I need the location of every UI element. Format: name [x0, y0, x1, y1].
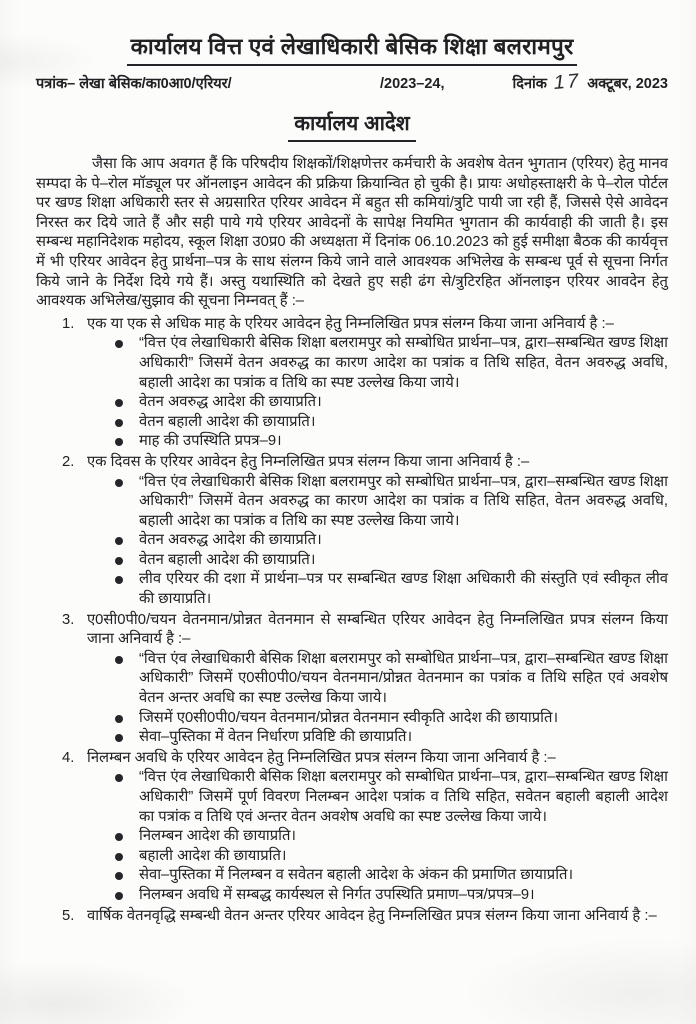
bullet-item	[87, 413, 668, 433]
date-month-year: अक्टूबर, 2023	[587, 76, 668, 92]
list-item-5	[36, 907, 668, 927]
office-title: कार्यालय वित्त एवं लेखाधिकारी बेसिक शिक्षा बलरामपुर	[127, 30, 578, 66]
bullet-item	[87, 709, 668, 729]
order-heading: कार्यालय आदेश	[288, 109, 416, 142]
bullet-text: जिसमें ए0सी0पी0/चयन वेतनमान/प्रोन्नत वेतनमान स्वीकृति आदेश की छायाप्रति।	[139, 709, 559, 726]
bullet-dot-icon	[115, 715, 123, 723]
bullet-text: निलम्बन अवधि में सम्बद्ध कार्यस्थल से निर्गत उपस्थिति प्रमाण–पत्र/प्रपत्र–9।	[139, 886, 535, 903]
bullet-dot-icon	[115, 872, 123, 880]
bullet-text: सेवा–पुस्तिका में वेतन निर्धारण प्रविष्टि की छायाप्रति।	[139, 729, 413, 746]
bullet-item	[87, 728, 668, 748]
item-text: वार्षिक वेतनवृद्धि सम्बन्धी वेतन अन्तर एरियर आवेदन हेतु निम्नलिखित प्रपत्र संलग्न किया जाना अनिवार्य है :–	[87, 907, 657, 924]
item-number: 1.	[62, 315, 75, 332]
item-number: 2.	[62, 453, 75, 470]
bullet-text: लीव एरियर की दशा में प्रार्थना–पत्र पर सम्बन्धित खण्ड शिक्षा अधिकारी की संस्तुति एवं स्वीकृत लीव की छायाप्रति।	[139, 571, 668, 608]
bullet-item	[87, 768, 668, 827]
document-content	[36, 30, 668, 926]
bullet-dot-icon	[115, 734, 123, 742]
bullet-text: सेवा–पुस्तिका में निलम्बन व सवेतन बहाली आदेश के अंकन की प्रमाणित छायाप्रति।	[139, 867, 574, 884]
bullet-item	[87, 847, 668, 867]
bullet-text: वेतन अवरुद्ध आदेश की छायाप्रति।	[139, 532, 322, 549]
item-number: 4.	[62, 749, 75, 766]
item-text: निलम्बन अवधि के एरियर आवेदन हेतु निम्नलिखित प्रपत्र संलग्न किया जाना अनिवार्य है :–	[87, 749, 556, 766]
bullet-dot-icon	[115, 853, 123, 861]
bullet-item	[87, 886, 668, 906]
bullet-dot-icon	[115, 557, 123, 565]
bullet-dot-icon	[115, 537, 123, 545]
bullet-text: “वित्त एंव लेखाधिकारी बेसिक शिक्षा बलरामपुर को सम्बोधित प्रार्थना–पत्र, द्वारा–सम्बन्धित खण्ड शिक्षा अधिकारी” जिसमें वेतन अवरुद्ध का कारण आदेश का पत्रांक व तिथि सहित, वेतन अवरुद्ध अवधि, बहाली आदेश का पत्रांक व तिथि का स्पष्ट उल्लेख किया जाये।	[139, 473, 668, 529]
bullet-item	[87, 334, 668, 393]
reference-line	[36, 69, 668, 95]
bullet-dot-icon	[115, 438, 123, 446]
letter-year: /2023–24,	[380, 76, 445, 92]
bullet-dot-icon	[115, 774, 123, 782]
list-item-3	[36, 611, 668, 748]
item-text: ए0सी0पी0/चयन वेतनमान/प्रोन्नत वेतनमान से सम्बन्धित एरियर आवेदन हेतु निम्नलिखित प्रपत्र संलग्न किया जाना अनिवार्य है :–	[87, 611, 668, 648]
bullet-item	[87, 432, 668, 452]
bullet-dot-icon	[115, 576, 123, 584]
bullet-item	[87, 393, 668, 413]
list-item-1	[36, 315, 668, 452]
date-label: दिनांक	[512, 76, 547, 92]
bullet-item	[87, 827, 668, 847]
bullet-item	[87, 570, 668, 609]
bullet-dot-icon	[115, 419, 123, 427]
item-number: 5.	[62, 907, 75, 924]
date-line	[512, 69, 668, 95]
bullet-text: निलम्बन आदेश की छायाप्रति।	[139, 828, 297, 845]
item-text: एक दिवस के एरियर आवेदन हेतु निम्नलिखित प्रपत्र संलग्न किया जाना अनिवार्य है :–	[87, 453, 530, 470]
item-text: एक या एक से अधिक माह के एरियर आवेदन हेतु निम्नलिखित प्रपत्र संलग्न किया जाना अनिवार्य है :–	[87, 315, 614, 332]
bullet-item	[87, 473, 668, 532]
bullet-text: वेतन बहाली आदेश की छायाप्रति।	[139, 413, 316, 430]
list-item-2	[36, 453, 668, 610]
list-item-4	[36, 749, 668, 906]
bullet-text: बहाली आदेश की छायाप्रति।	[139, 847, 287, 864]
bullet-dot-icon	[115, 479, 123, 487]
bullet-item	[87, 866, 668, 886]
letterhead	[36, 30, 668, 66]
bullet-dot-icon	[115, 833, 123, 841]
bullet-item	[87, 551, 668, 571]
bullet-text: “वित्त एंव लेखाधिकारी बेसिक शिक्षा बलरामपुर को सम्बोधित प्रार्थना–पत्र, द्वारा–सम्बन्धित खण्ड शिक्षा अधिकारी” जिसमें वेतन अवरुद्ध का कारण आदेश का पत्रांक व तिथि सहित, वेतन अवरुद्ध अवधि, बहाली आदेश का पत्रांक व तिथि का स्पष्ट उल्लेख किया जाये।	[139, 335, 668, 391]
bullet-text: वेतन अवरुद्ध आदेश की छायाप्रति।	[139, 394, 322, 411]
bullet-dot-icon	[115, 892, 123, 900]
item-number: 3.	[62, 611, 75, 628]
bullet-text: “वित्त एंव लेखाधिकारी बेसिक शिक्षा बलरामपुर को सम्बोधित प्रार्थना–पत्र, द्वारा–सम्बन्धित खण्ड शिक्षा अधिकारी” जिसमें पूर्ण विवरण निलम्बन आदेश पत्रांक व तिथि सहित, सवेतन बहाली बहाली आदेश का पत्रांक व तिथि एवं अन्तर वेतन अवशेष अवधि का स्पष्ट उल्लेख किया जाये।	[139, 769, 668, 825]
bullet-text: “वित्त एंव लेखाधिकारी बेसिक शिक्षा बलरामपुर को सम्बोधित प्रार्थना–पत्र, द्वारा–सम्बन्धित खण्ड शिक्षा अधिकारी” जिसमें ए0सी0पी0/चयन वेतनमान/प्रोन्नत वेतनमान का पत्रांक व तिथि सहित एवं अवशेष वेतन अन्तर अवधि का स्पष्ट उल्लेख किया जाये।	[139, 650, 668, 707]
order-heading-wrap	[36, 109, 668, 142]
intro-paragraph: जैसा कि आप अवगत हैं कि परिषदीय शिक्षकों/शिक्षणेत्तर कर्मचारी के अवशेष वेतन भुगतान (एरियर) हेतु मानव सम्पदा के पे–रोल मॉड्यूल पर ऑनलाइन आवेदन की प्रक्रिया क्रियान्वित हो चुकी है। प्रायः अधोहस्ताक्षरी के पे–रोल पोर्टल पर खण्ड शिक्षा अधिकारी स्तर से अग्रसारित एरियर आवेदन में बहुत सी कमियां/त्रुटि पायी जा रही हैं, जिससे ऐसे आवेदन निरस्त कर दिये जाते हैं और सही पाये गये एरियर आवेदनों के सापेक्ष नियमित भुगतान की कार्यवाही की जाती है। इस सम्बन्ध महानिदेशक महोदय, स्कूल शिक्षा उ0प्र0 की अध्यक्षता में दिनांक 06.10.2023 को हुई समीक्षा बैठक की कार्यवृत्त में भी एरियर आवेदन हेतु प्रार्थना–पत्र के साथ संलग्न किये जाने वाले आवश्यक अभिलेख के सम्बन्ध पूर्व से सूचना निर्गत किये जाने के निर्देश दिये गये हैं। अस्तु यथास्थिति को देखते हुए सही ढंग से/त्रुटिरहित ऑनलाइन एरियर आवदेन हेतु आवश्यक अभिलेख/सुझाव की सूचना निम्नवत् हैं :–	[36, 156, 668, 310]
bullet-item	[87, 531, 668, 551]
bullet-dot-icon	[115, 656, 123, 664]
bullet-item	[87, 650, 668, 709]
handwritten-day: 17	[552, 69, 582, 95]
bullet-dot-icon	[115, 340, 123, 348]
bullet-dot-icon	[115, 399, 123, 407]
bullet-text: वेतन बहाली आदेश की छायाप्रति।	[139, 551, 316, 568]
letter-number-label: पत्रांक– लेखा बेसिक/का0आ0/एरियर/	[36, 76, 232, 92]
bullet-text: माह की उपस्थिति प्रपत्र–9।	[139, 433, 282, 450]
requirements-list	[36, 315, 668, 926]
